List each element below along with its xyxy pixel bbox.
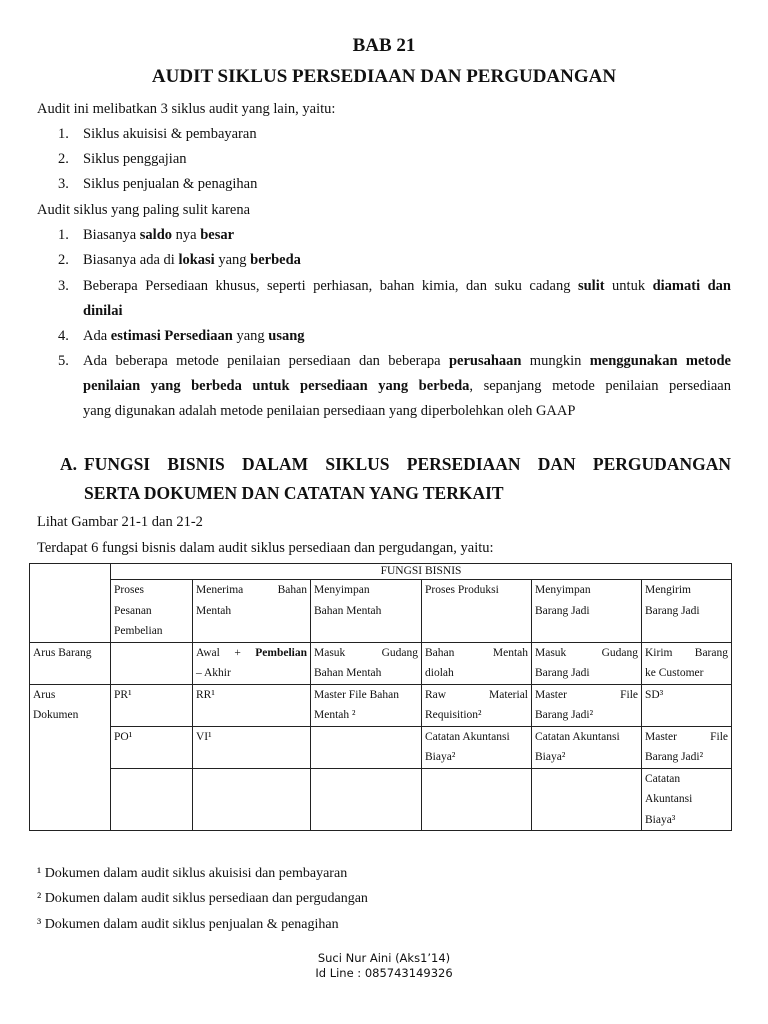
section-heading-cont: SERTA DOKUMEN DAN CATATAN YANG TERKAIT — [84, 483, 504, 503]
cell-text: ke Customer — [645, 667, 704, 679]
reason-text: nya — [172, 227, 201, 243]
cell-text: Biaya² — [535, 751, 566, 763]
section-heading: FUNGSI BISNIS DALAM SIKLUS PERSEDIAAN DAN PERGUDANGAN — [84, 454, 731, 474]
cell-text — [645, 643, 728, 664]
cell-text — [196, 580, 307, 601]
cell-text: File — [710, 730, 728, 743]
reason-item-3 — [83, 274, 731, 299]
cell-text: Pembelian — [255, 646, 308, 659]
cell-text: Mentah — [196, 604, 232, 617]
table-cell — [193, 684, 311, 726]
business-functions-table — [29, 563, 732, 831]
reason-emphasis: usang — [268, 328, 305, 344]
cell-text: Catatan — [645, 772, 681, 785]
reason-emphasis: saldo — [139, 227, 173, 243]
cell-text: Masuk — [314, 646, 346, 659]
cell-text: Requisition² — [425, 709, 482, 721]
cell-text: Kirim — [645, 646, 673, 659]
table-row — [30, 564, 732, 580]
reason-emphasis: penilaian yang berbeda untuk persediaan yang berbeda — [83, 378, 470, 394]
reason-number: 2. — [58, 252, 69, 268]
table-cell — [111, 768, 193, 831]
reason-emphasis: estimasi Persediaan — [110, 328, 233, 344]
reason-text: Beberapa Persediaan khusus, seperti perhiasan, bahan kimia, dan suku cadang — [83, 278, 578, 294]
table-cell — [311, 768, 422, 831]
reason-emphasis: diamati dan — [652, 278, 731, 294]
cell-text: Barang Jadi — [535, 667, 590, 679]
cell-text: Pesanan — [114, 604, 152, 617]
cell-text: Arus Barang — [33, 646, 92, 659]
reason-item-3-cont: dinilai — [83, 303, 123, 319]
cell-text: Proses Produksi — [425, 584, 499, 596]
reason-text: mungkin — [521, 353, 590, 369]
reason-text: untuk — [604, 278, 653, 294]
reason-number: 4. — [58, 328, 69, 344]
table-cell — [422, 726, 532, 768]
table-cell — [532, 684, 642, 726]
cell-text: Gudang — [381, 646, 418, 659]
cell-text — [535, 685, 638, 706]
reason-item-5 — [83, 349, 731, 374]
table-cell — [193, 768, 311, 831]
cell-text: + — [234, 646, 241, 659]
reason-emphasis: perusahaan — [448, 353, 522, 369]
cell-text: Pembelian — [114, 625, 163, 637]
reason-item-5-cont: yang digunakan adalah metode penilaian persediaan yang diperbolehkan oleh GAAP — [83, 403, 576, 419]
table-row — [30, 684, 732, 726]
reason-text: Biasanya ada di — [83, 252, 179, 268]
table-cell — [642, 726, 732, 768]
reason-text: Biasanya — [83, 227, 140, 243]
cell-text: Catatan Akuntansi — [425, 730, 510, 743]
function-menyimpan-barang — [532, 580, 642, 643]
cell-text: Master — [535, 688, 567, 701]
cycle-number: 3. — [58, 176, 69, 192]
cycle-number: 2. — [58, 151, 69, 167]
function-menyimpan-bahan — [311, 580, 422, 643]
cell-text: Bahan Mentah — [314, 667, 382, 679]
reason-text: Ada beberapa metode penilaian persediaan dan beberapa — [83, 353, 449, 369]
table-cell — [111, 684, 193, 726]
table-cell — [532, 726, 642, 768]
cell-text: Biaya³ — [645, 813, 676, 826]
reason-item-1 — [83, 223, 234, 248]
cell-text: Barang Jadi — [535, 604, 590, 617]
footnote-2: ² Dokumen dalam audit siklus persediaan dan pergudangan — [37, 891, 368, 906]
footer-author: Suci Nur Aini (Aks1’14) — [317, 951, 451, 965]
table-cell — [532, 768, 642, 831]
cell-text: Masuk — [535, 646, 567, 659]
table-row — [30, 726, 732, 768]
cell-text: RR¹ — [196, 688, 215, 701]
cell-text — [425, 685, 528, 706]
cell-text: Gudang — [601, 646, 638, 659]
table-intro: Terdapat 6 fungsi bisnis dalam audit siklus persediaan dan pergudangan, yaitu: — [37, 540, 494, 556]
cell-text: Dokumen — [33, 709, 79, 721]
cell-text: SD³ — [645, 688, 664, 701]
cell-text — [314, 643, 418, 664]
cell-text: Arus — [33, 688, 56, 701]
cell-text: Menyimpan — [535, 584, 591, 596]
table-cell — [642, 684, 732, 726]
table-cell — [422, 684, 532, 726]
table-cell — [311, 726, 422, 768]
cell-text: Master — [645, 730, 677, 743]
intro-text: Audit ini melibatkan 3 siklus audit yang lain, yaitu: — [37, 101, 336, 117]
cell-text: Master File Bahan — [314, 688, 399, 701]
cell-text: PO¹ — [114, 730, 133, 743]
cell-text: Bahan — [277, 584, 307, 596]
cell-text: Material — [489, 688, 528, 701]
cell-text — [535, 643, 638, 664]
cell-text: Bahan Mentah — [314, 604, 382, 617]
reason-emphasis: sulit — [577, 278, 605, 294]
cell-text: Catatan Akuntansi — [535, 730, 620, 743]
table-cell — [111, 726, 193, 768]
cell-text: PR¹ — [114, 688, 132, 701]
table-row — [30, 580, 732, 643]
reason-emphasis: lokasi — [178, 252, 215, 268]
cycle-item: Siklus penggajian — [83, 151, 187, 167]
cell-text: Barang Jadi² — [535, 709, 594, 721]
cell-text: Barang Jadi — [645, 604, 700, 617]
reason-number: 5. — [58, 353, 69, 369]
row-label-arus-dokumen — [30, 684, 111, 831]
footnote-1: ¹ Dokumen dalam audit siklus akuisisi dan pembayaran — [37, 866, 348, 881]
reason-text: , sepanjang metode penilaian persediaan — [469, 378, 731, 394]
cycle-item: Siklus akuisisi & pembayaran — [83, 126, 257, 142]
cell-text: diolah — [425, 667, 454, 679]
row-label-arus-barang — [30, 642, 111, 684]
reason-text: yang — [214, 252, 251, 268]
table-header: FUNGSI BISNIS — [111, 564, 732, 580]
cell-text: File — [620, 688, 638, 701]
reason-emphasis: berbeda — [250, 252, 301, 268]
cell-text — [645, 727, 728, 748]
table-cell — [193, 726, 311, 768]
cell-text: Barang Jadi² — [645, 751, 704, 763]
cycle-item: Siklus penjualan & penagihan — [83, 176, 258, 192]
cell-text: Biaya² — [425, 751, 456, 763]
cell-text — [425, 643, 528, 664]
cell-text: Barang — [694, 646, 728, 659]
table-cell — [30, 564, 111, 643]
cell-text: Mentah — [492, 646, 528, 659]
figure-reference: Lihat Gambar 21-1 dan 21-2 — [37, 514, 203, 530]
table-cell — [311, 684, 422, 726]
table-cell — [422, 768, 532, 831]
reason-emphasis: besar — [200, 227, 235, 243]
cell-text — [196, 643, 307, 664]
cell-text: Akuntansi — [645, 793, 693, 805]
function-proses-produksi — [422, 580, 532, 643]
cell-text: Bahan — [425, 646, 455, 659]
cell-text: VI¹ — [196, 730, 212, 743]
table-cell — [642, 642, 732, 684]
cell-text: – Akhir — [196, 667, 231, 679]
table-cell — [532, 642, 642, 684]
reason-number: 3. — [58, 278, 69, 294]
cell-text: Proses — [114, 584, 145, 596]
table-cell — [111, 642, 193, 684]
cell-text: Raw — [425, 688, 447, 701]
footnote-3: ³ Dokumen dalam audit siklus penjualan & penagihan — [37, 917, 339, 932]
table-row — [30, 768, 732, 831]
cell-text: Menyimpan — [314, 584, 370, 596]
chapter-subtitle: AUDIT SIKLUS PERSEDIAAN DAN PERGUDANGAN — [151, 66, 617, 87]
cell-text: Menerima — [196, 584, 244, 596]
table-cell — [422, 642, 532, 684]
table-cell — [311, 642, 422, 684]
cell-text: Awal — [196, 646, 220, 659]
section-letter: A. — [60, 454, 78, 474]
reason-item-2 — [83, 248, 301, 273]
function-mengirim-barang — [642, 580, 732, 643]
reason-item-4 — [83, 324, 305, 349]
table-cell — [642, 768, 732, 831]
reason-text: yang — [232, 328, 269, 344]
reason-text: Ada — [83, 328, 111, 344]
function-menerima-bahan — [193, 580, 311, 643]
cell-text: Mentah ² — [314, 709, 356, 721]
chapter-title: BAB 21 — [352, 35, 416, 56]
footer-line-id: Id Line : 085743149326 — [315, 966, 453, 980]
reason-emphasis: menggunakan metode — [589, 353, 731, 369]
difficult-intro: Audit siklus yang paling sulit karena — [37, 202, 251, 218]
cycle-number: 1. — [58, 126, 69, 142]
reason-number: 1. — [58, 227, 69, 243]
table-row — [30, 642, 732, 684]
table-cell — [193, 642, 311, 684]
function-proses-pesanan — [111, 580, 193, 643]
reason-item-5-cont — [83, 374, 731, 399]
cell-text: Mengirim — [645, 584, 691, 596]
